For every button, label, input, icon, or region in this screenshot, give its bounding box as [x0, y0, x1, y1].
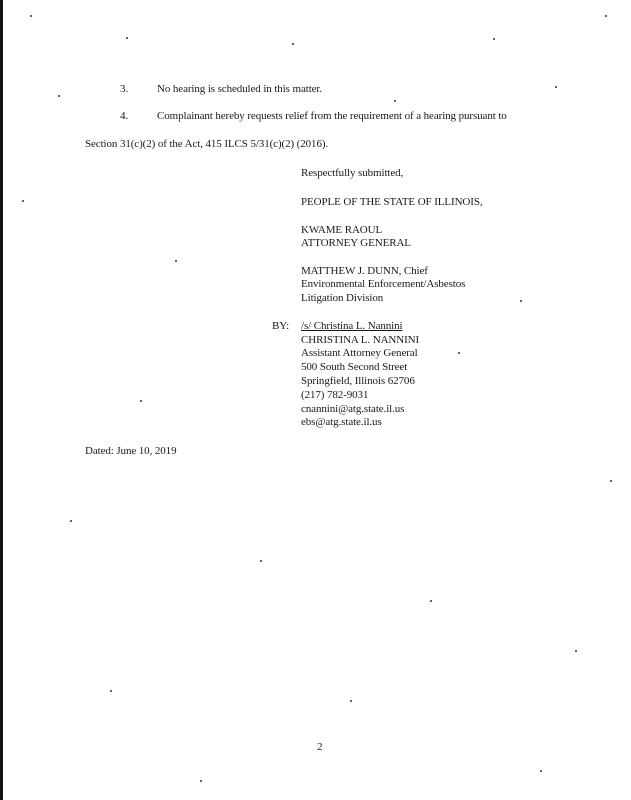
email-secondary: ebs@atg.state.il.us: [301, 416, 382, 428]
attorney-general-name: KWAME RAOUL: [301, 224, 383, 236]
paragraph-number-4: 4.: [120, 110, 129, 122]
scan-edge-border: [0, 0, 3, 800]
closing-text: Respectfully submitted,: [301, 167, 404, 179]
paragraph-3-text: No hearing is scheduled in this matter.: [157, 83, 323, 95]
address-street: 500 South Second Street: [301, 361, 408, 373]
attorney-general-title: ATTORNEY GENERAL: [301, 237, 411, 249]
phone-number: (217) 782-9031: [301, 389, 369, 401]
division-chief: MATTHEW J. DUNN, Chief: [301, 265, 428, 277]
party-name: PEOPLE OF THE STATE OF ILLINOIS,: [301, 196, 483, 208]
paragraph-number-3: 3.: [120, 83, 129, 95]
email-primary: cnannini@atg.state.il.us: [301, 403, 405, 415]
division-line-2: Litigation Division: [301, 292, 384, 304]
signer-title: Assistant Attorney General: [301, 347, 418, 359]
division-line-1: Environmental Enforcement/Asbestos: [301, 278, 466, 290]
page-number: 2: [317, 741, 323, 753]
electronic-signature: /s/ Christina L. Nannini: [301, 320, 403, 332]
signer-name: CHRISTINA L. NANNINI: [301, 334, 420, 346]
address-city: Springfield, Illinois 62706: [301, 375, 415, 387]
paragraph-4-text: Complainant hereby requests relief from the requirement of a hearing pursuant to: [157, 110, 507, 122]
paragraph-4-continuation: Section 31(c)(2) of the Act, 415 ILCS 5/31(c)(2) (2016).: [85, 138, 329, 150]
by-label: BY:: [272, 320, 290, 332]
dated-line: Dated: June 10, 2019: [85, 445, 177, 457]
